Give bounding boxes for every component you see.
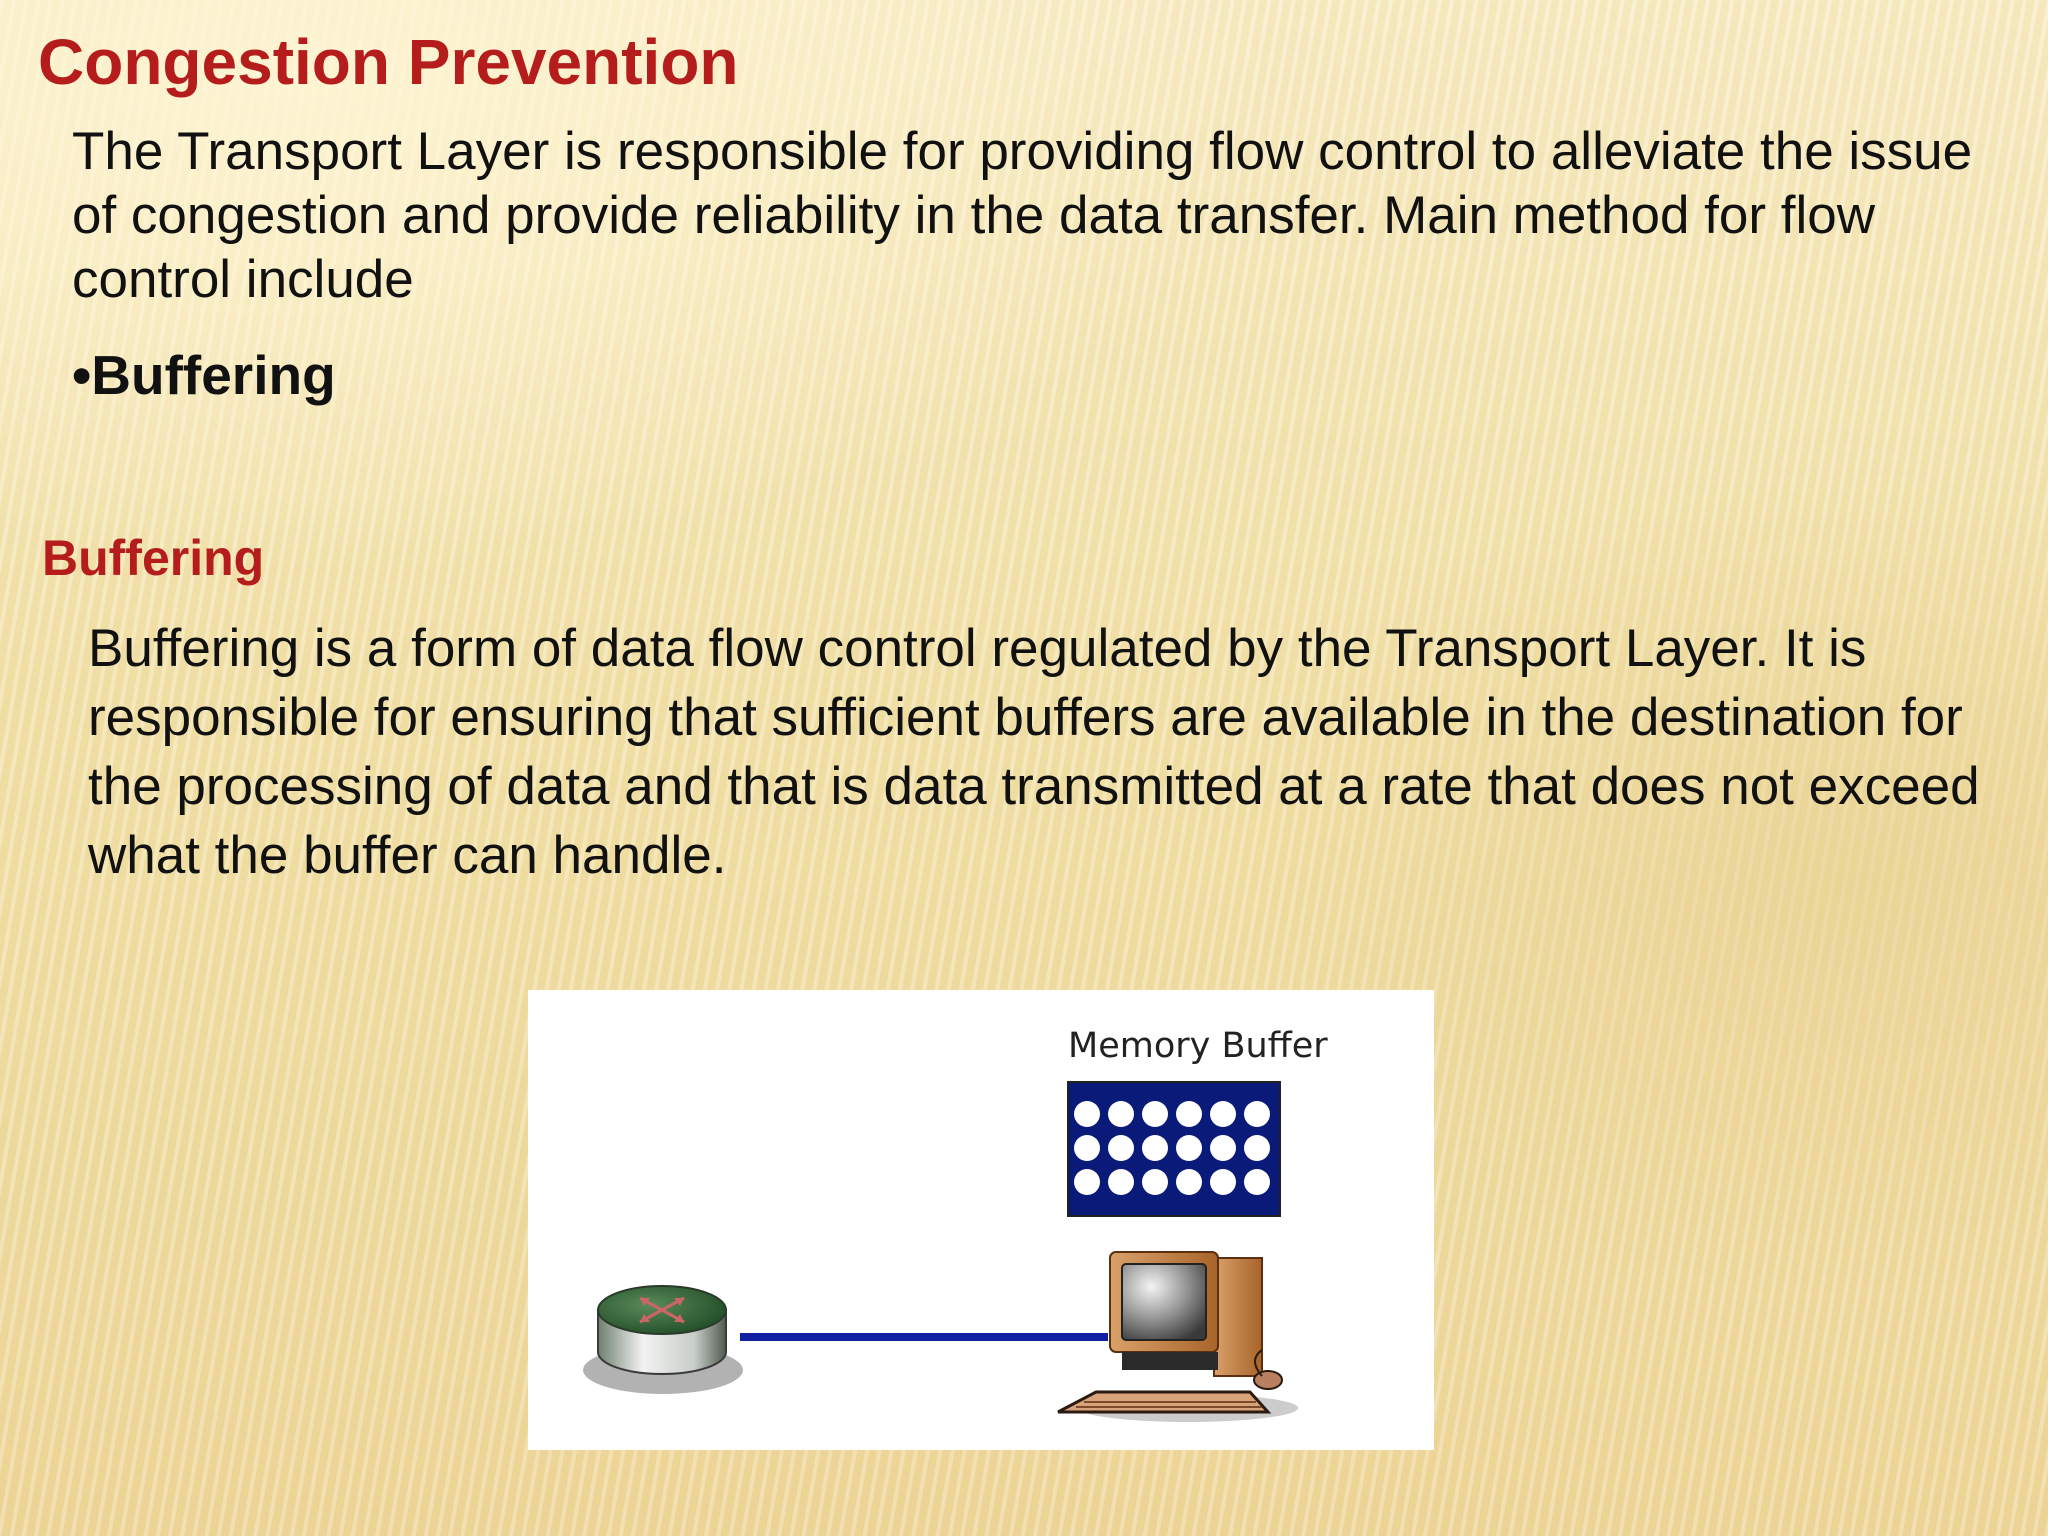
buffer-cell [1142, 1169, 1168, 1195]
router-icon [583, 1286, 743, 1394]
intro-paragraph: The Transport Layer is responsible for providing flow control to alleviate the issue of congestion and provide reliability in the data transfer. Main method for flow control include [72, 122, 1973, 309]
buffer-cell [1142, 1135, 1168, 1161]
buffer-cell [1244, 1101, 1270, 1127]
buffer-cell [1108, 1169, 1134, 1195]
buffer-cell [1210, 1169, 1236, 1195]
buffer-cell [1210, 1101, 1236, 1127]
buffer-cell [1074, 1135, 1100, 1161]
buffer-cell [1176, 1101, 1202, 1127]
memory-buffer-icon [1068, 1082, 1280, 1216]
section-heading: Buffering [42, 530, 265, 586]
buffering-diagram [528, 990, 1434, 1450]
buffer-cell [1244, 1135, 1270, 1161]
buffer-cell [1108, 1135, 1134, 1161]
bullet-item-buffering: •Buffering [72, 344, 336, 406]
buffer-cell [1176, 1169, 1202, 1195]
memory-buffer-label: Memory Buffer [1068, 1026, 1328, 1066]
buffer-cell [1176, 1135, 1202, 1161]
buffering-paragraph: Buffering is a form of data flow control regulated by the Transport Layer. It is responsible for ensuring that sufficient buffers are available in the destination for the processing of data and that is data transmitted at a rate that does not exceed what the buffer can handle. [88, 619, 1980, 885]
buffer-cell [1108, 1101, 1134, 1127]
buffer-cell [1074, 1169, 1100, 1195]
buffer-cell [1142, 1101, 1168, 1127]
buffer-cell [1210, 1135, 1236, 1161]
buffer-cell [1244, 1169, 1270, 1195]
slide-title: Congestion Prevention [38, 26, 739, 98]
buffer-cell [1074, 1101, 1100, 1127]
